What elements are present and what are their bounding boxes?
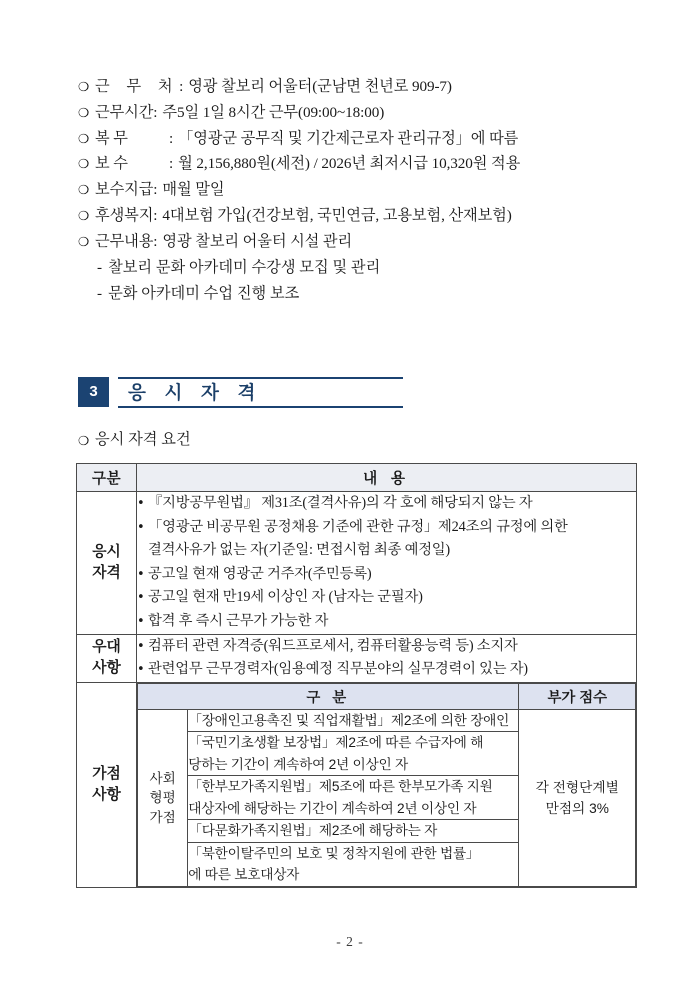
nested-score-value [519,709,636,886]
section-title: 응 시 자 격 [128,384,263,404]
info-label: 근무시간 [95,103,154,121]
nested-item-text [188,842,519,886]
heading-rule-bottom [118,406,403,408]
table-row [77,682,637,887]
circle-bullet-icon: ❍ [78,156,90,172]
row-label-line: 가점 [92,765,121,782]
nested-header-row [138,683,636,709]
circle-bullet-icon: ❍ [78,182,90,198]
info-label: 근무내용 [95,232,154,250]
row-content-preferential [137,634,637,682]
list-item-text: 합격 후 즉시 근무가 가능한 자 [148,612,329,629]
info-label: 후생복지 [95,206,154,224]
column-header-category: 구분 [77,464,137,492]
nested-column-header-category: 구 분 [138,683,519,709]
nested-score-line: 각 전형단계별 [535,779,619,795]
info-label: 보수지급 [95,181,154,199]
circle-bullet-icon: ❍ [78,207,90,223]
dot-bullet-icon: • [137,638,145,654]
eligibility-table-wrapper [76,463,636,888]
list-item [78,203,648,229]
info-label: 보 수 [95,155,128,173]
dot-bullet-icon: • [137,662,145,678]
nested-score-line: 만점의 3% [545,800,609,816]
list-item [137,610,636,634]
page-number: - 2 - [336,934,364,949]
circle-bullet-icon: ❍ [78,233,90,249]
circle-bullet-icon: ❍ [78,130,90,146]
nested-item-line: 「장애인고용촉진 및 직업재활법」제2조에 의한 장애인 [188,712,510,728]
list-item [137,586,636,610]
eligibility-table [76,463,637,888]
eligibility-subheading [78,428,191,454]
nested-item-line: 「다문화가족지원법」제2조에 해당하는 자 [188,823,438,839]
info-value: 주5일 1일 8시간 근무(09:00~18:00) [162,103,385,121]
list-item [78,100,648,126]
table-row [138,709,636,732]
nested-item-line: 에 따른 보호대상자 [188,867,300,883]
list-item [78,126,648,152]
dot-bullet-icon: • [137,590,145,606]
nested-item-line: 「국민기초생활 보장법」제2조에 따른 수급자에 해 [188,735,484,751]
eligibility-subheading-label: 응시 자격 요건 [95,431,191,448]
circle-bullet-icon: ❍ [78,79,90,94]
row-label-line: 자격 [92,564,121,581]
list-item [78,177,648,203]
info-value: 영광 찰보리 어울터 시설 관리 [162,232,353,250]
table-row [77,634,637,682]
sub-list-text: 찰보리 문화 아카데미 수강생 모집 및 관리 [108,258,381,276]
row-label-line: 사항 [92,660,121,677]
info-separator: : [169,155,174,173]
dot-bullet-icon: • [137,566,145,582]
info-label: 복 무 [95,129,128,147]
list-item-text: 공고일 현재 영광군 거주자(주민등록) [148,565,372,582]
list-item [78,229,648,255]
section-heading [78,377,403,417]
list-item-text: 『지방공무원법』 제31조(결격사유)의 각 호에 해당되지 않는 자 [148,495,533,511]
dot-bullet-icon: • [137,496,145,511]
dash-marker: - [97,285,103,303]
list-item-text: 공고일 현재 만19세 이상인 자 (남자는 군필자) [148,589,423,606]
row-content-bonus [137,682,637,887]
nested-item-line: 당하는 기간이 계속하여 2년 이상인 자 [188,756,408,772]
info-separator: : [169,129,174,147]
dot-bullet-icon: • [137,613,145,629]
work-conditions-list [78,74,648,308]
list-item [137,635,636,659]
dash-marker: - [97,258,103,276]
list-item [137,516,636,563]
table-header-row [77,464,637,492]
info-label: 근 무 처 [95,78,180,95]
list-item-text-group [148,516,636,563]
table-row [77,492,637,635]
nested-item-line: 「한부모가족지원법」제5조에 따른 한부모가족 지원 [188,779,493,795]
list-item [137,563,636,587]
nested-row-label-social-equity [138,709,188,886]
info-separator: : [153,232,158,250]
nested-item-line: 「북한이탈주민의 보호 및 정착지원에 관한 법률」 [188,845,480,861]
info-separator: : [153,103,158,121]
row-label-line: 우대 [92,639,121,656]
section-number-badge: 3 [78,377,109,407]
dot-bullet-icon: • [137,519,145,535]
circle-bullet-icon: ❍ [78,433,90,448]
row-label-line: 응시 [92,543,121,560]
list-item [78,151,648,177]
nested-row-label-line: 사회 [149,770,176,786]
info-value: 월 2,156,880원(세전) / 2026년 최저시급 10,320원 적용 [178,155,521,173]
nested-row-label-line: 형평 [149,790,176,805]
nested-column-header-score: 부가 점수 [519,683,636,709]
nested-item-text [188,776,519,820]
list-item-text: 「영광군 비공무원 공정채용 기준에 관한 규정」제24조의 규정에 의한 [148,518,568,535]
circle-bullet-icon: ❍ [78,104,90,120]
info-separator: : [179,78,184,95]
info-value: 매월 말일 [162,181,225,199]
info-separator: : [153,206,158,224]
info-separator: : [153,181,158,199]
sub-list-item [78,255,648,282]
nested-item-text [188,820,519,843]
nested-row-label-line: 가점 [149,809,176,825]
sub-list-text: 문화 아카데미 수업 진행 보조 [108,285,300,303]
nested-item-text [188,732,519,776]
row-label-preferential [77,634,137,682]
bonus-points-table [137,683,636,887]
info-value: 4대보험 가입(건강보험, 국민연금, 고용보험, 산재보험) [162,206,512,224]
row-label-bonus [77,682,137,887]
row-label-eligibility [77,492,137,635]
list-item [137,492,636,516]
row-content-eligibility [137,492,637,635]
list-item-text: 결격사유가 없는 자(기준일: 면접시험 최종 예정일) [148,542,450,559]
sub-list-item [78,281,648,308]
column-header-content: 내 용 [137,464,637,492]
list-item-text: 컴퓨터 관련 자격증(워드프로세서, 컴퓨터활용능력 등) 소지자 [148,637,518,654]
info-value: 「영광군 공무직 및 기간제근로자 관리규정」에 따름 [178,129,519,147]
info-value: 영광 찰보리 어울터(군남면 천년로 909-7) [188,78,452,95]
list-item [78,74,648,100]
nested-item-text [188,709,519,732]
list-item [137,658,636,682]
row-label-line: 사항 [92,786,121,803]
list-item-text: 관련업무 근무경력자(임용예정 직무분야의 실무경력이 있는 자) [148,661,528,678]
nested-item-line: 대상자에 해당하는 기간이 계속하여 2년 이상인 자 [188,800,477,816]
